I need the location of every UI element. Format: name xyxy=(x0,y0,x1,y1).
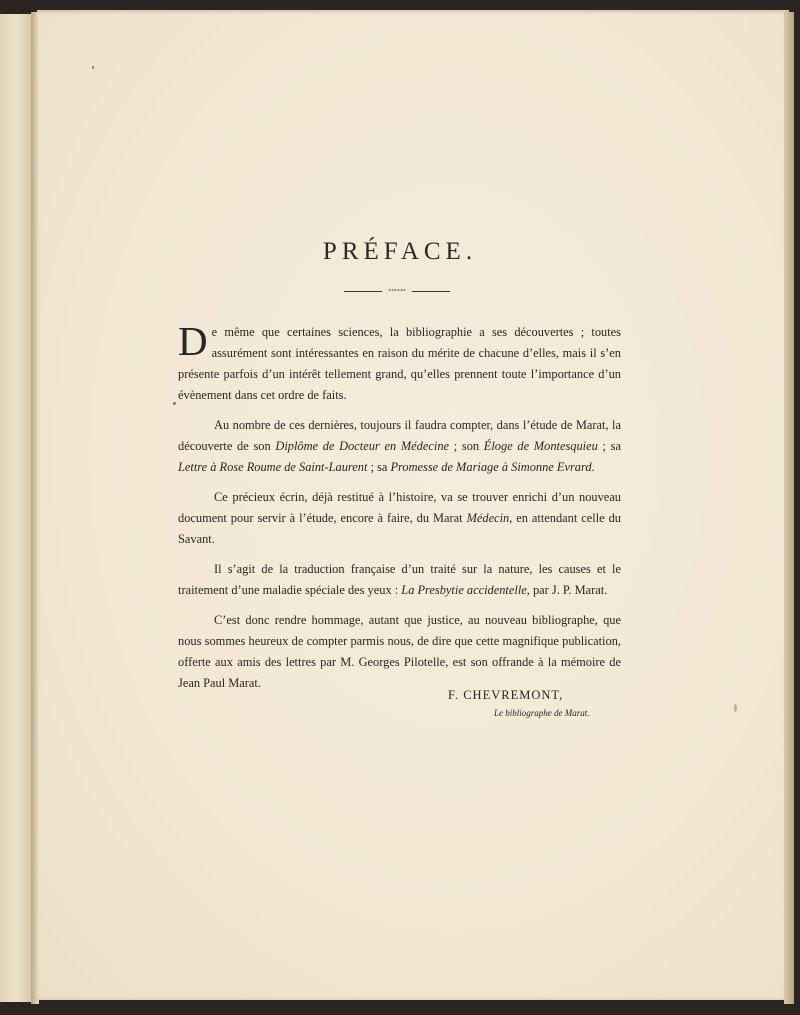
p2-text-5: . xyxy=(591,460,595,474)
p4-text-2: , par J. P. Marat. xyxy=(526,583,608,597)
paragraph-3 xyxy=(178,487,621,550)
title-ornament: ∘∘∘∘∘∘ xyxy=(382,287,412,294)
p2-text-2: ; son xyxy=(449,439,484,453)
p2-title-promesse: Promesse de Mariage à Simonne Evrard xyxy=(390,460,592,474)
paper-speck xyxy=(92,66,94,69)
p3-text-1: Ce précieux écrin, déjà restitué à l’histoire, va se trouver enrichi d’un nouveau document pour servir à l’étude, encore à faire, du Marat xyxy=(178,490,621,525)
p2-text-3: ; sa xyxy=(597,439,621,453)
p3-text-2: , en attendant celle du Savant. xyxy=(178,511,621,546)
p4-text-1: Il s’agit de la traduction française d’un traité sur la nature, les causes et le traitement d’une maladie spéciale des yeux : xyxy=(178,562,621,597)
p4-title-presbytie: La Presbytie accidentelle xyxy=(401,583,527,597)
right-page-edge xyxy=(784,12,794,1004)
signature-role: Le bibliographe de Marat. xyxy=(494,708,590,718)
p2-title-eloge: Éloge de Montesquieu xyxy=(483,439,598,453)
page-title: PRÉFACE. xyxy=(322,238,478,265)
p2-text-1: Au nombre de ces dernières, toujours il faudra compter, dans l’étude de Marat, la découverte de son xyxy=(178,418,621,453)
paragraph-5 xyxy=(178,610,621,694)
p5-text: C’est donc rendre hommage, autant que justice, au nouveau bibliographe, que nous sommes heureux de compter parmis nous, de dire que cette magnifique publication, offerte aux amis des lettres par M. Georges Pilotelle, est son offrande à la mémoire de Jean Paul Marat. xyxy=(178,613,621,690)
paragraph-4 xyxy=(178,559,621,601)
left-page-edge xyxy=(0,14,31,1002)
drop-cap: D xyxy=(178,318,208,364)
paragraph-2 xyxy=(178,415,621,478)
paper-speck xyxy=(173,402,176,405)
p2-text-4: ; sa xyxy=(367,460,391,474)
paragraph-1-text: e même que certaines sciences, la bibliographie a ses découvertes ; toutes assurément sont intéressantes en raison du mérite de chacune d’elles, mais il s’en présente parfois d’un intérêt tellement grand, qu’elles prennent toute l’importance d’un évènement dans cet ordre de faits. xyxy=(178,325,621,402)
preface-body xyxy=(178,318,621,703)
paragraph-1 xyxy=(178,318,621,406)
signature-name: F. CHEVREMONT, xyxy=(448,688,564,702)
p2-title-lettre: Lettre à Rose Roume de Saint-Laurent xyxy=(178,460,368,474)
p2-title-diplome: Diplôme de Docteur en Médecine xyxy=(275,439,450,453)
p3-italic-medecin: Médecin xyxy=(466,511,510,525)
paper-speck xyxy=(734,704,737,712)
